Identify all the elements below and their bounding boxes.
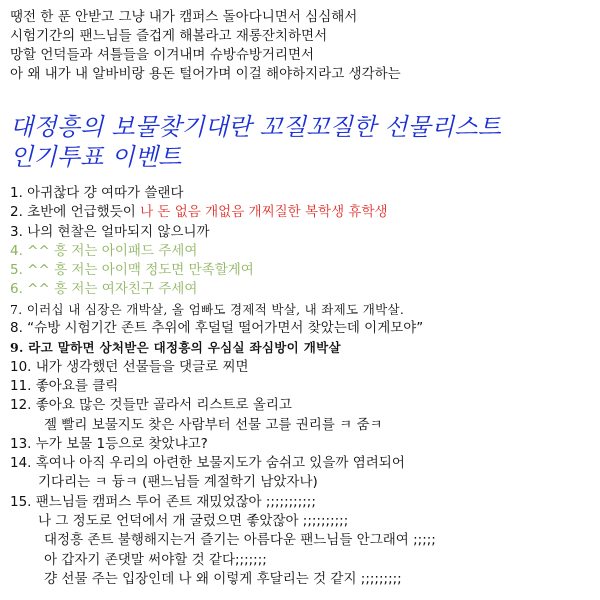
list-item: 13. 누가 보물 1등으로 찾았냐고? [10, 435, 208, 452]
event-title [10, 112, 595, 172]
list-item-handwritten: 9. 라고 말하면 상처받은 대정흥의 우심실 좌심방이 개박살 [10, 340, 341, 356]
event-title-line2: 인기투표 이벤트 [10, 143, 182, 171]
intro-paragraph [10, 8, 595, 84]
intro-line: 망할 언덕들과 셔틀들을 이겨내며 슈방슈방거리면서 [10, 47, 315, 63]
list-item: 15. 팬느님들 캠퍼스 투어 존트 재밌었잖아 ;;;;;;;;;;; [10, 493, 316, 510]
list-item: 12. 좋아요 많은 것들만 골라서 리스트로 올리고 [10, 397, 292, 414]
list-item-green: 6. ^^ 흥 저는 여자친구 주세여 [10, 281, 198, 298]
list-item: 10. 내가 생각했던 선물들을 댓글로 찌면 [10, 358, 249, 375]
intro-line: 땡전 한 푼 안받고 그냥 내가 캠퍼스 돌아다니면서 심심해서 [10, 9, 358, 25]
list-item-green: 4. ^^ 흥 저는 아이패드 주세여 [10, 242, 198, 259]
intro-line: 시험기간의 팬느님들 즐겁게 해볼라고 재롱잔치하면서 [10, 28, 328, 44]
list-item: 14. 혹여나 아직 우리의 아련한 보물지도가 숨쉬고 있을까 염려되어 [10, 455, 405, 472]
event-title-line1: 대정흥의 보물찾기대란 꼬질꼬질한 선물리스트 [10, 113, 502, 141]
list-item-green: 5. ^^ 흥 저는 아이맥 정도면 만족할게여 [10, 262, 254, 279]
list-item-text: 2. 초반에 언급했듯이 [10, 204, 141, 221]
list-item: 11. 좋아요를 클릭 [10, 377, 119, 394]
list-item-continuation: 기다리는 ㅋ 듕ㅋ (팬느님들 계절학기 남았자나) [38, 474, 318, 491]
rules-list [10, 184, 595, 589]
list-item: 1. 아귀찮다 걍 여따가 쓸랜다 [10, 185, 184, 201]
list-item-continuation: 걍 선물 주는 입장인데 나 왜 이렇게 후달리는 것 같지 ;;;;;;;;; [44, 570, 402, 587]
list-item: 3. 나의 현찰은 얼마되지 않으니까 [10, 223, 210, 240]
list-item-handwritten: 7. 이러십 내 심장은 개박살, 올 엄빠도 경제적 박살, 내 좌제도 개박살. [10, 301, 405, 317]
list-item-continuation: 대정흥 존트 불행해지는거 즐기는 아름다운 팬느님들 안그래여 ;;;;; [44, 532, 436, 549]
list-item-continuation: 나 그 정도로 언덕에서 개 굴렀으면 좋았잖아 ;;;;;;;;;; [38, 513, 349, 530]
list-item-continuation: 아 갑자기 존댓말 써야할 것 같다;;;;;;; [44, 551, 267, 568]
intro-line: 아 왜 내가 내 알바비랑 용돈 털어가며 이걸 해야하지라고 생각하는 [10, 66, 401, 82]
list-item [10, 203, 595, 222]
list-item: 8. “슈방 시험기간 존트 추위에 후덜덜 떨어가면서 찾았는데 이게모야” [10, 320, 424, 337]
list-item-continuation: 젤 빨리 보물지도 찾은 사람부터 선물 고를 권리를 ㅋ 줌ㅋ [44, 416, 383, 433]
highlight-red-text: 나 돈 없음 개없음 개찌질한 복학생 휴학생 [140, 204, 388, 221]
